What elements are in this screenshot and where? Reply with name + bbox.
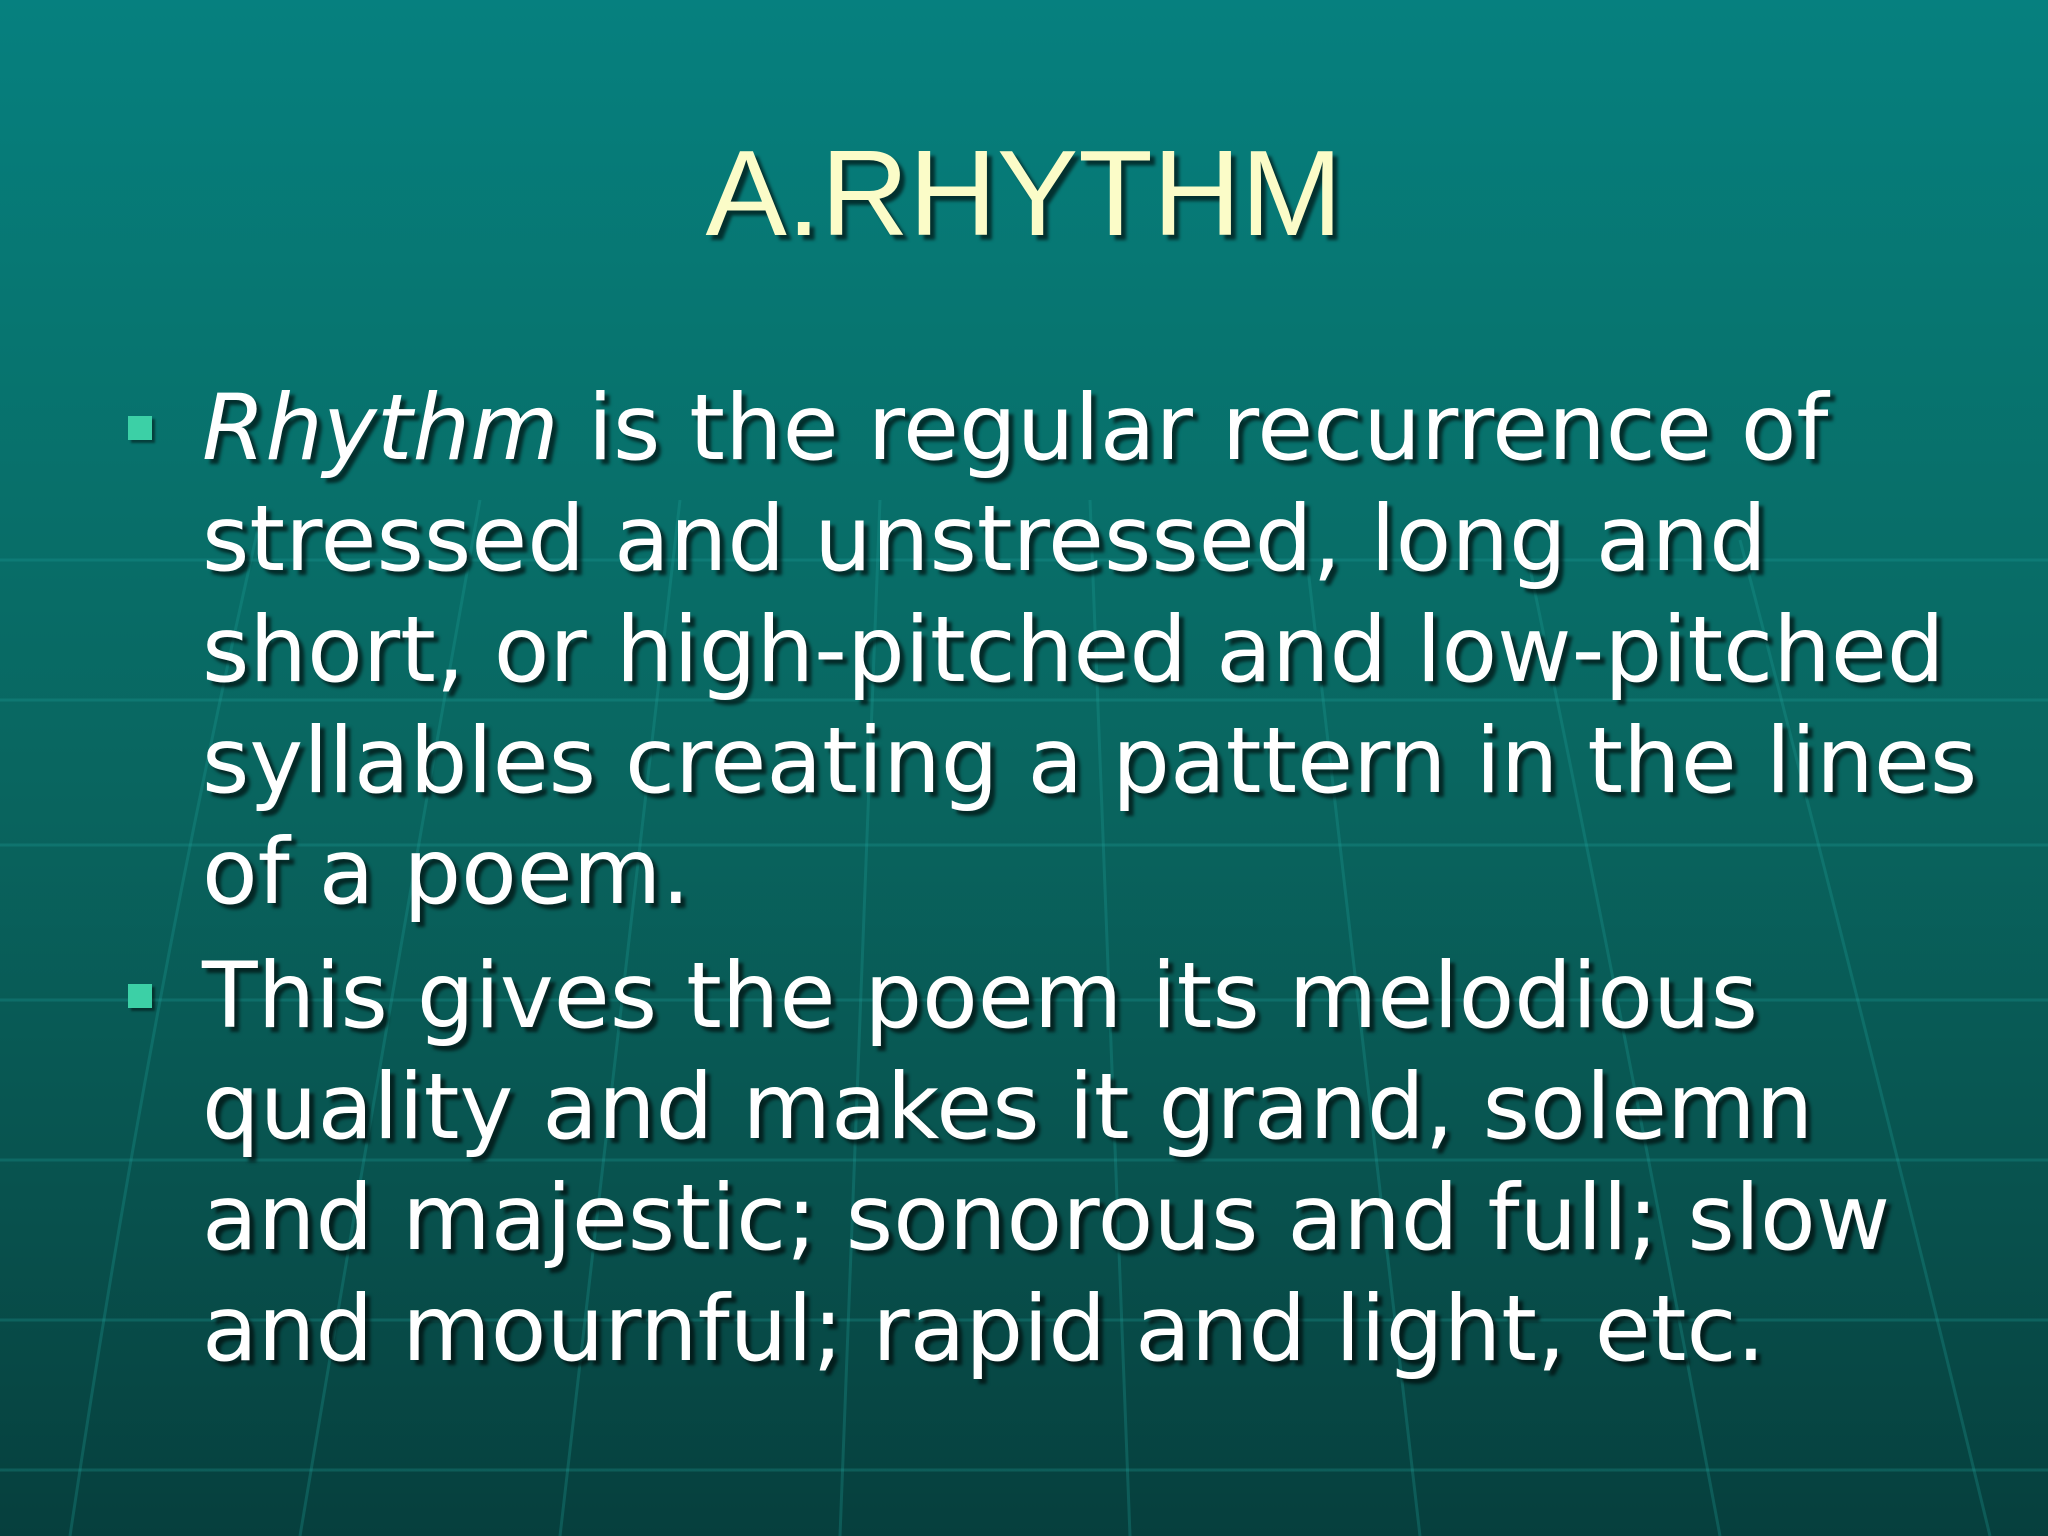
slide-title: A.RHYTHM xyxy=(705,125,1343,261)
square-bullet-icon xyxy=(128,416,152,440)
bullet-text: This gives the poem its melodious quality and makes it grand, solemn and majestic; sonorous and full; slow and mournful; rapid and light, etc. xyxy=(202,944,1891,1382)
bullet-list xyxy=(122,373,2002,1385)
term-rhythm: Rhythm xyxy=(202,376,559,481)
bullet-item xyxy=(122,941,2002,1385)
bullet-text: is the regular recurrence of stressed and unstressed, long and short, or high-pitched and low-pitched syllables creating a pattern in the lines of a poem. xyxy=(202,376,1978,925)
bullet-item xyxy=(122,373,2002,928)
square-bullet-icon xyxy=(128,984,152,1008)
